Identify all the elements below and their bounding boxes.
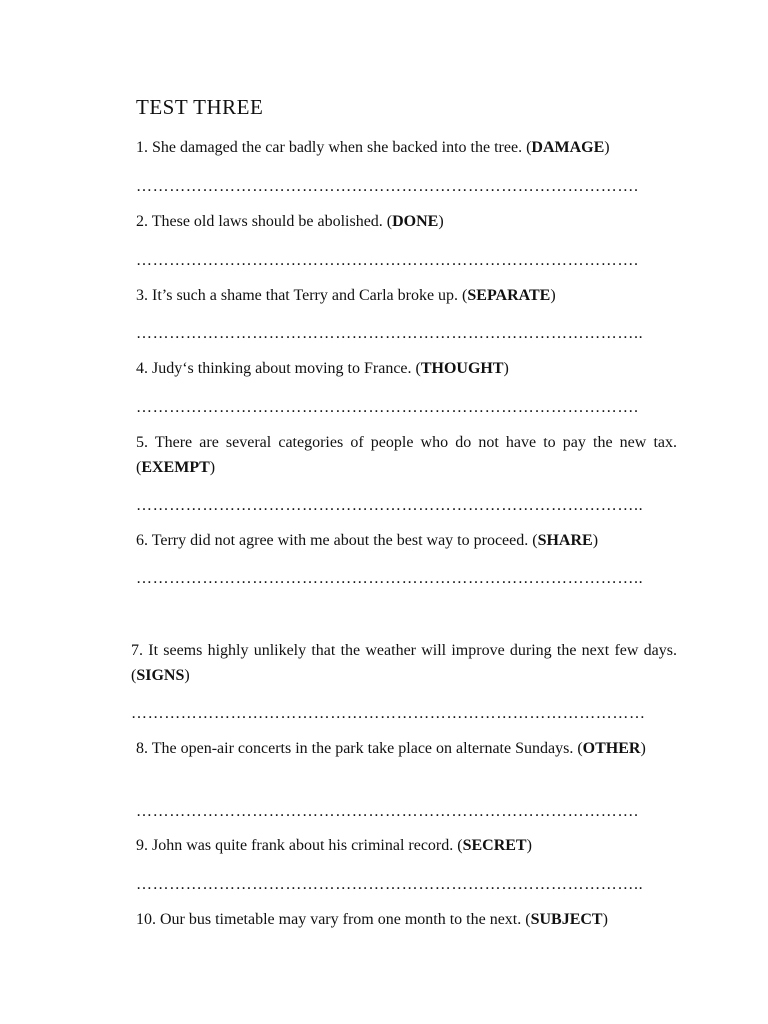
- question-9: [136, 833, 532, 858]
- answer-line-2[interactable]: ……………………………………………………………………………….: [136, 252, 639, 269]
- keyword: (SEPARATE): [462, 287, 556, 304]
- question-number: 10.: [136, 911, 156, 928]
- question-4: [136, 356, 509, 381]
- question-7: [131, 638, 677, 688]
- question-number: 8.: [136, 740, 148, 757]
- keyword: (OTHER): [577, 740, 646, 757]
- question-number: 6.: [136, 532, 148, 549]
- question-text: Terry did not agree with me about the best way to proceed.: [151, 532, 529, 549]
- answer-line-8[interactable]: ……………………………………………………………………………….: [136, 803, 639, 820]
- keyword: (THOUGHT): [415, 360, 509, 377]
- question-2: [136, 209, 444, 234]
- question-text: The open-air concerts in the park take place on alternate Sundays.: [151, 740, 574, 757]
- question-10: [136, 907, 608, 932]
- question-5: [136, 430, 677, 480]
- question-text: Our bus timetable may vary from one month to the next.: [160, 911, 522, 928]
- question-6: [136, 528, 598, 553]
- question-number: 2.: [136, 213, 148, 230]
- question-text: She damaged the car badly when she backed into the tree.: [152, 139, 523, 156]
- question-text: It’s such a shame that Terry and Carla broke up.: [152, 287, 459, 304]
- keyword: (DAMAGE): [526, 139, 610, 156]
- keyword: (SIGNS): [131, 667, 190, 684]
- question-text: John was quite frank about his criminal record.: [152, 837, 454, 854]
- question-8: [136, 736, 677, 761]
- question-1: [136, 135, 610, 160]
- question-text: Judy‘s thinking about moving to France.: [152, 360, 412, 377]
- test-title: TEST THREE: [136, 95, 264, 119]
- keyword: (SHARE): [532, 532, 599, 549]
- answer-line-7[interactable]: …………………………………………………………………………………: [131, 705, 646, 722]
- keyword: (DONE): [386, 213, 444, 230]
- answer-line-6[interactable]: ………………………………………………………………………………..: [136, 570, 644, 587]
- question-number: 7.: [131, 642, 143, 659]
- answer-line-5[interactable]: ………………………………………………………………………………..: [136, 497, 644, 514]
- question-3: [136, 283, 556, 308]
- question-text: These old laws should be abolished.: [151, 213, 383, 230]
- question-number: 4.: [136, 360, 148, 377]
- answer-line-9[interactable]: ………………………………………………………………………………..: [136, 876, 644, 893]
- answer-line-1[interactable]: ……………………………………………………………………………….: [136, 178, 639, 195]
- question-number: 9.: [136, 837, 148, 854]
- question-number: 3.: [136, 287, 148, 304]
- question-text: It seems highly unlikely that the weather will improve during the next few days.: [148, 642, 678, 659]
- answer-line-4[interactable]: ……………………………………………………………………………….: [136, 399, 639, 416]
- question-number: 1.: [136, 139, 148, 156]
- keyword: (EXEMPT): [136, 459, 216, 476]
- answer-line-3[interactable]: ………………………………………………………………………………..: [136, 325, 644, 342]
- question-text: There are several categories of people who do not have to pay the new tax.: [154, 434, 678, 451]
- question-number: 5.: [136, 434, 148, 451]
- keyword: (SECRET): [457, 837, 532, 854]
- keyword: (SUBJECT): [525, 911, 608, 928]
